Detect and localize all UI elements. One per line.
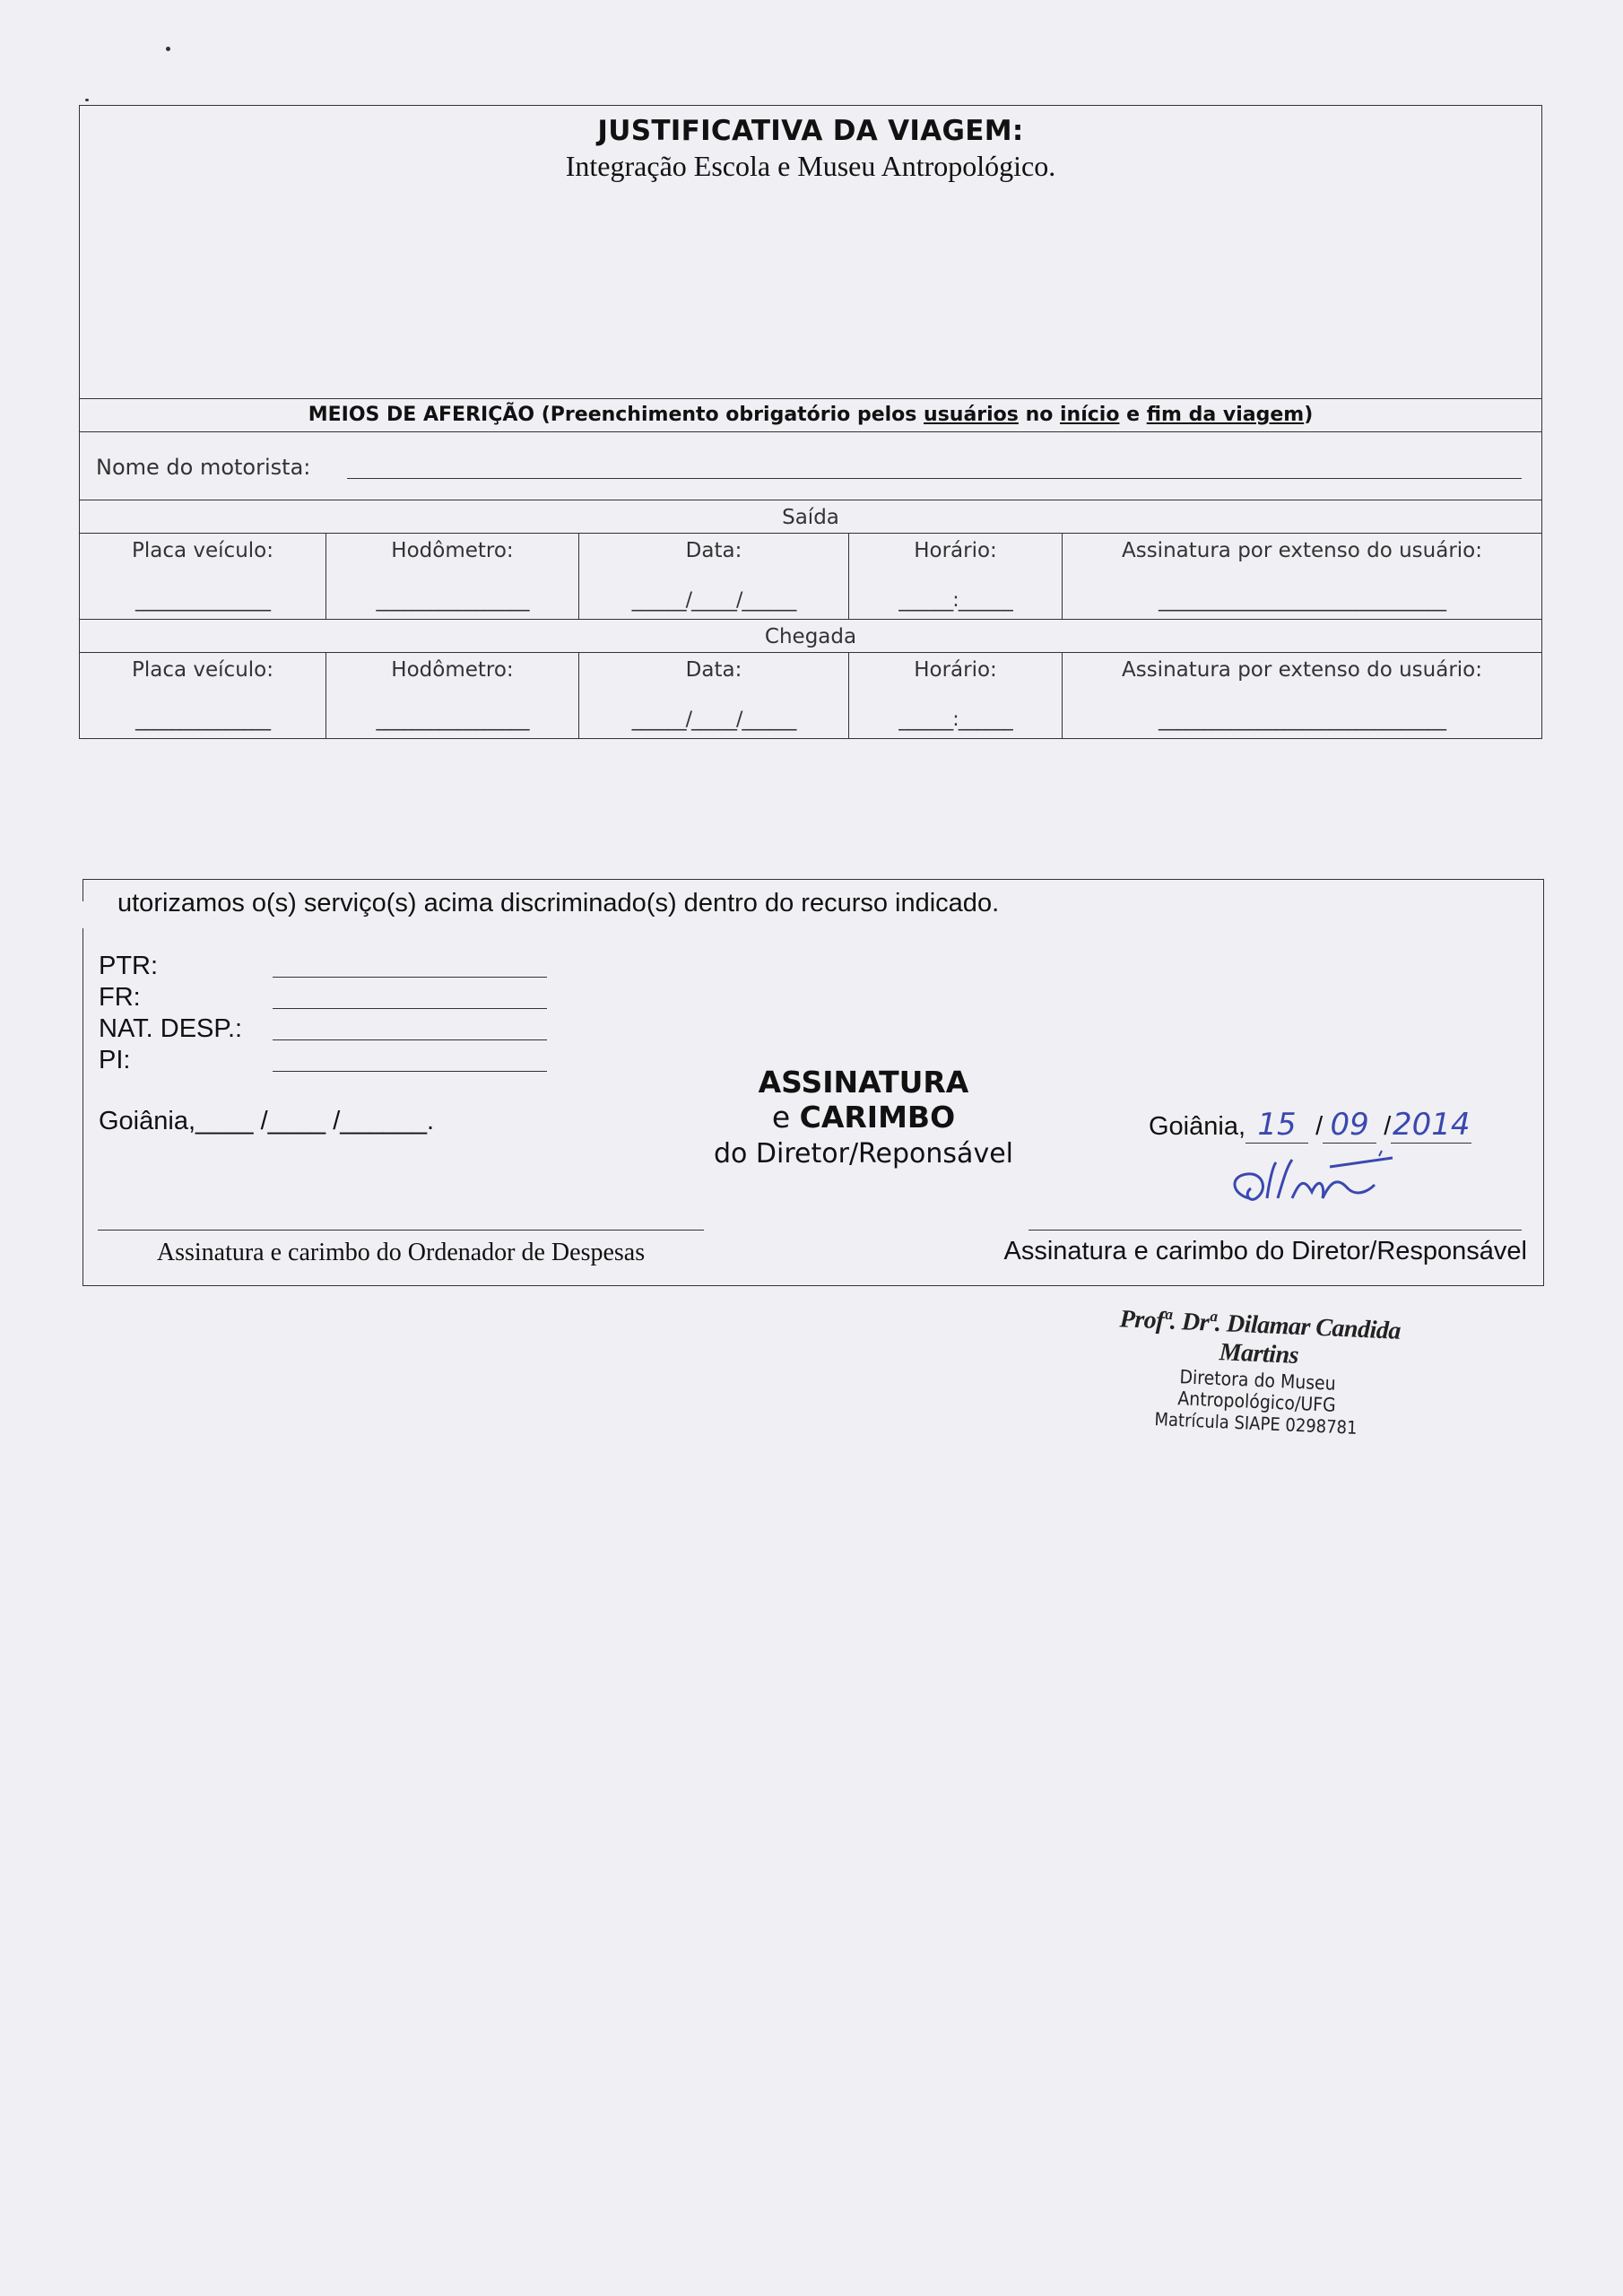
director-stamp — [1103, 1305, 1413, 1441]
authorization-text: utorizamos o(s) serviço(s) acima discriminado(s) dentro do recurso indicado. — [117, 889, 1000, 918]
instruction-line2-prefix: e — [771, 1100, 800, 1135]
field-pi-label: PI: — [99, 1046, 131, 1074]
meios-usuarios: usuários — [924, 404, 1019, 426]
goiania-right-label: Goiânia, — [1149, 1112, 1246, 1141]
instruction-line1: ASSINATURA — [758, 1065, 969, 1100]
meios-fim: fim da viagem — [1146, 404, 1305, 426]
budget-fields — [99, 952, 556, 1077]
meios-e: e — [1119, 404, 1147, 426]
justificativa-text: Integração Escola e Museu Antropológico. — [565, 150, 1056, 182]
saida-placa-cell[interactable] — [80, 534, 326, 619]
field-nat-desp-line — [273, 1039, 547, 1040]
border-gap — [81, 901, 86, 928]
meios-afericao-heading — [80, 399, 1541, 432]
saida-hodometro-blank: _________________ — [376, 589, 529, 612]
field-ptr-line — [273, 977, 547, 978]
chegada-horario-cell[interactable] — [849, 653, 1063, 738]
meios-prefix: MEIOS DE AFERIÇÃO (Preenchimento obrigatório pelos — [308, 404, 924, 426]
justificativa-title: JUSTIFICATIVA DA VIAGEM: — [597, 115, 1024, 147]
stamp-name: Profª. Drª. Dilamar Candida Martins — [1119, 1305, 1402, 1370]
field-fr-line — [273, 1008, 547, 1009]
saida-data-blank: ______/_____/______ — [631, 589, 796, 612]
chegada-row — [80, 653, 1541, 738]
meios-suffix: ) — [1304, 404, 1314, 426]
saida-row — [80, 534, 1541, 620]
chegada-placa-blank: _______________ — [135, 709, 270, 731]
date-slash: / — [1376, 1112, 1392, 1141]
saida-horario-blank: ______:______ — [898, 589, 1012, 612]
instruction-line2 — [612, 1100, 1115, 1135]
handwritten-signature — [1213, 1149, 1482, 1230]
ordenador-signature-line[interactable] — [98, 1230, 704, 1231]
saida-hodometro-label: Hodômetro: — [391, 539, 514, 562]
chegada-hodometro-blank: _________________ — [376, 709, 529, 731]
chegada-placa-label: Placa veículo: — [132, 658, 273, 682]
field-nat-desp-label: NAT. DESP.: — [99, 1014, 243, 1043]
saida-placa-label: Placa veículo: — [132, 539, 273, 562]
meios-inicio: início — [1060, 404, 1120, 426]
goiania-date-right[interactable] — [1149, 1107, 1471, 1144]
field-nat-desp[interactable] — [99, 1014, 556, 1046]
handwritten-month: 09 — [1330, 1107, 1369, 1143]
hand-month-slot — [1323, 1107, 1376, 1144]
meios-no: no — [1018, 404, 1061, 426]
diretor-signature-line[interactable] — [1028, 1230, 1522, 1231]
signature-instruction — [612, 1065, 1115, 1170]
field-pi-line — [273, 1071, 547, 1072]
saida-heading: Saída — [80, 500, 1541, 534]
scan-speck — [166, 47, 170, 51]
date-slash: / — [1308, 1112, 1324, 1141]
handwritten-year: 2014 — [1393, 1107, 1471, 1143]
field-pi[interactable] — [99, 1046, 556, 1077]
chegada-assinatura-cell[interactable] — [1063, 653, 1541, 738]
justificativa-section — [80, 106, 1541, 399]
chegada-assinatura-blank: ________________________________ — [1159, 709, 1445, 731]
saida-data-label: Data: — [685, 539, 742, 562]
chegada-data-blank: ______/_____/______ — [631, 709, 796, 731]
chegada-placa-cell[interactable] — [80, 653, 326, 738]
motorista-row — [80, 432, 1541, 500]
chegada-horario-blank: ______:______ — [898, 709, 1012, 731]
chegada-horario-label: Horário: — [914, 658, 997, 682]
saida-horario-label: Horário: — [914, 539, 997, 562]
chegada-data-label: Data: — [685, 658, 742, 682]
instruction-line2-bold: CARIMBO — [799, 1100, 956, 1135]
field-ptr-label: PTR: — [99, 952, 159, 980]
chegada-assinatura-label: Assinatura por extenso do usuário: — [1121, 658, 1482, 682]
field-fr-label: FR: — [99, 983, 141, 1012]
goiania-date-left[interactable]: Goiânia,____ /____ /______. — [99, 1107, 435, 1135]
motorista-label: Nome do motorista: — [96, 455, 311, 480]
hand-year-slot — [1391, 1107, 1471, 1144]
stamp-role: Diretora do Museu Antropológico/UFG — [1176, 1366, 1337, 1416]
field-ptr[interactable] — [99, 952, 556, 983]
saida-horario-cell[interactable] — [849, 534, 1063, 619]
saida-data-cell[interactable] — [579, 534, 849, 619]
motorista-field[interactable] — [347, 478, 1522, 479]
field-fr[interactable] — [99, 983, 556, 1014]
scan-speck — [85, 99, 89, 101]
ordenador-label: Assinatura e carimbo do Ordenador de Despesas — [156, 1239, 646, 1266]
hand-day-slot — [1245, 1107, 1308, 1144]
chegada-heading: Chegada — [80, 620, 1541, 653]
saida-assinatura-cell[interactable] — [1063, 534, 1541, 619]
handwritten-day: 15 — [1257, 1107, 1297, 1143]
chegada-hodometro-cell[interactable] — [326, 653, 579, 738]
diretor-label: Assinatura e carimbo do Diretor/Responsável — [1003, 1237, 1527, 1265]
saida-assinatura-label: Assinatura por extenso do usuário: — [1121, 539, 1482, 562]
authorization-box — [82, 879, 1544, 1286]
stamp-matricula: Matrícula SIAPE 0298781 — [1154, 1408, 1358, 1439]
saida-assinatura-blank: ________________________________ — [1159, 589, 1445, 612]
chegada-hodometro-label: Hodômetro: — [391, 658, 514, 682]
chegada-data-cell[interactable] — [579, 653, 849, 738]
instruction-line3: do Diretor/Reponsável — [714, 1138, 1013, 1170]
travel-form — [79, 105, 1542, 739]
saida-placa-blank: _______________ — [135, 589, 270, 612]
saida-hodometro-cell[interactable] — [326, 534, 579, 619]
